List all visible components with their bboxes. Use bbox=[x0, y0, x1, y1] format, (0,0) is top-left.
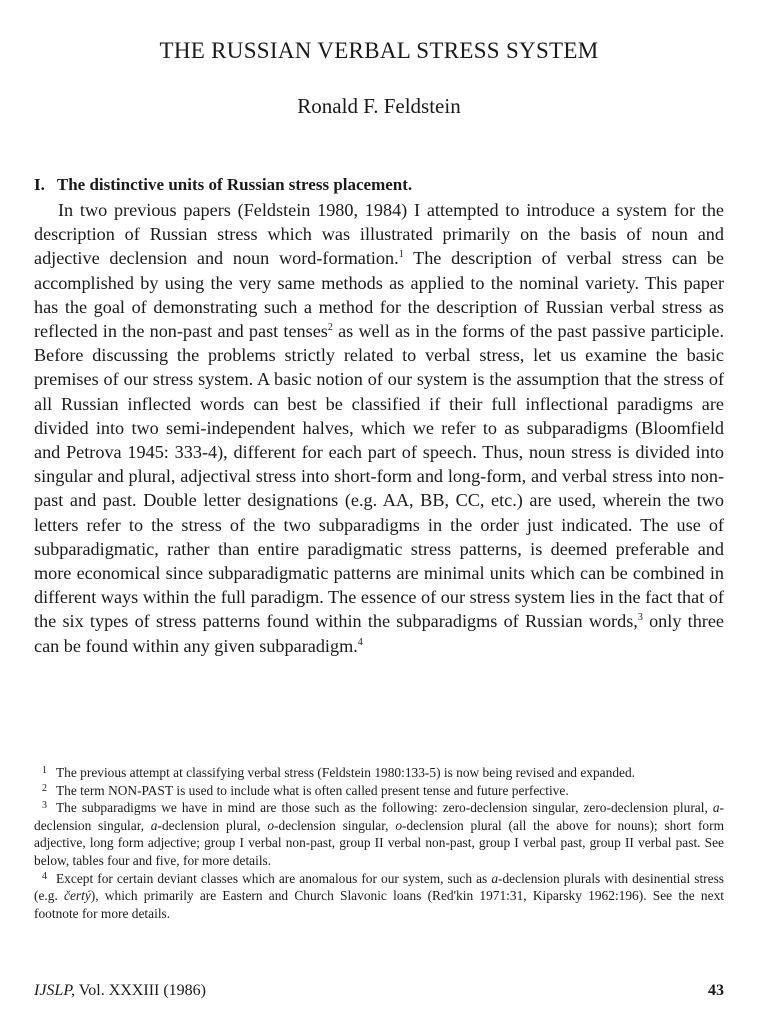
footnote-2 bbox=[34, 782, 724, 800]
footnote-mark: 1 bbox=[42, 765, 47, 776]
footnote-text: -declension singular, bbox=[274, 817, 396, 833]
article-title: THE RUSSIAN VERBAL STRESS SYSTEM bbox=[159, 38, 599, 63]
footnote-3 bbox=[34, 799, 724, 869]
footnote-italic: o bbox=[395, 817, 403, 833]
journal-citation bbox=[34, 982, 206, 1000]
footnote-italic: a bbox=[712, 800, 720, 816]
footnote-ref: 1 bbox=[398, 249, 404, 261]
journal-name: IJSLP, bbox=[34, 982, 76, 999]
footnote-text: -declension plural (all the above for nouns); short form adjective, long form adjective; group I verbal non-past, group II verbal non-past, group I verbal past, group II verbal past. See below, tables four and five, for more details. bbox=[34, 817, 724, 868]
footnote-italic: a bbox=[491, 870, 499, 886]
footnote-ref: 2 bbox=[327, 321, 333, 333]
footnote-text: is used to include what is often called present tense and future perfective. bbox=[173, 782, 569, 798]
footnote-text: -declension plurals with desinential stress (e.g. bbox=[34, 870, 724, 904]
footnote-term: NON-PAST bbox=[108, 782, 174, 798]
section-heading-text: The distinctive units of Russian stress placement. bbox=[56, 175, 413, 194]
body-text-part: as well as in the forms of the past passive participle. Before discussing the problems strictly related to verbal stress, let us examine the basic premises of our stress system. A basic notion of our system is the assumption that the stress of all Russian inflected words can best be classified if their full inflectional paradigms are divided into two semi-independent halves, which we refer to as subparadigms (Bloomfield and Petrova 1945: 333-4), different for each part of speech. Thus, noun stress is divided into singular and plural, adjectival stress into short-form and long-form, and verbal stress into non-past and past. Double letter designations (e.g. AA, BB, CC, etc.) are used, wherein the two letters refer to the stress of the two subparadigms in the order just indicated. The use of subparadigmatic, rather than entire paradigmatic stress patterns, is deemed preferable and more economical since subparadigmatic patterns are minimal units which can be combined in different ways within the full paradigm. The essence of our stress system lies in the fact that of the six types of stress patterns found within the subparadigms of Russian words, bbox=[34, 321, 725, 632]
journal-page bbox=[34, 0, 724, 1024]
body-paragraph bbox=[34, 198, 724, 658]
footnote-italic: čertý bbox=[64, 888, 91, 904]
footnote-italic: o bbox=[267, 817, 275, 833]
footnote-text: Except for certain deviant classes which are anomalous for our system, such as bbox=[56, 870, 492, 886]
page-number: 43 bbox=[708, 982, 724, 999]
journal-volume: Vol. XXXIII (1986) bbox=[75, 982, 206, 999]
footnote-text: The term bbox=[56, 782, 109, 798]
body-text-part: In two previous papers (Feldstein 1980, 1984) I attempted to introduce a system for the description of Russian stress which was illustrated primarily on the basis of noun and adjective declension and noun word-formation. bbox=[34, 200, 724, 269]
footnote-ref: 3 bbox=[637, 612, 643, 624]
footnote-4 bbox=[34, 870, 724, 923]
footnote-text: The subparadigms we have in mind are those such as the following: zero-declension singular, zero-declension plural, bbox=[56, 800, 713, 816]
body-text-part: only three can be found within any given subparadigm. bbox=[34, 611, 724, 656]
section-number: I. bbox=[34, 175, 45, 194]
footnote-text: -declension singular, bbox=[34, 800, 724, 833]
footnote-text: The previous attempt at classifying verbal stress (Feldstein 1980:133-5) is now being revised and expanded. bbox=[56, 765, 636, 780]
footnote-ref: 4 bbox=[357, 636, 363, 648]
footnote-mark: 2 bbox=[42, 782, 47, 794]
footnote-1 bbox=[34, 764, 724, 782]
article-author: Ronald F. Feldstein bbox=[297, 94, 461, 118]
section-heading bbox=[34, 175, 412, 195]
footnotes bbox=[34, 764, 724, 922]
footnote-italic: a bbox=[150, 817, 158, 833]
body-text-part: The description of verbal stress can be accomplished by using the very same methods as applied to the nominal variety. This paper has the goal of demonstrating such a method for the description of Russian verbal stress as reflected in the non-past and past tenses bbox=[34, 248, 724, 342]
footnote-mark: 4 bbox=[42, 870, 47, 882]
footnote-text: -declension plural, bbox=[157, 817, 268, 833]
footnote-mark: 3 bbox=[42, 800, 47, 812]
footnote-text: ), which primarily are Eastern and Church Slavonic loans (Red'kin 1971:31, Kiparsky 1962:196). See the next footnote for more details. bbox=[34, 888, 724, 921]
